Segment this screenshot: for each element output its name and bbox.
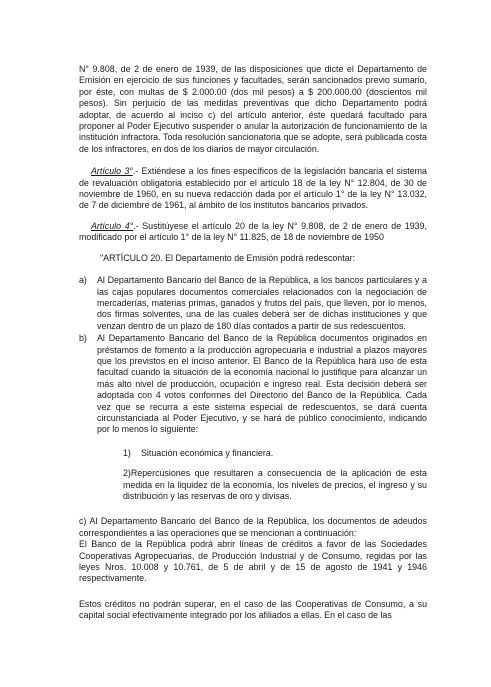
list-item-a-marker: a) <box>79 275 87 286</box>
article-20-intro: "ARTÍCULO 20. El Departamento de Emisión podrá redescontar: <box>100 252 356 263</box>
article-3-label: Artículo 3° <box>91 166 133 177</box>
list-item-b-text: Al Departamento Bancario del Banco de la República documentos originados en préstamos de fomento a la producción agropecuaria e industrial a plazos mayores que los previstos en el inciso anterior. El Banco de la República hará uso de esta facultad cuando la situación de la economía nacional lo justifique para alcanzar un más alto nivel de producción, ocupación e ingreso real. Esta decisión deberá ser adoptada con 4 votos conformes del Directorio del Banco de la República. Cada vez que se recurra a este sistema especial de redescuentos, se dará cuenta circunstanciada al Poder Ejecutivo, y se hará de público conocimiento, indicando por lo menos lo siguiente: <box>97 333 427 435</box>
sub-item-1-marker: 1) <box>123 447 131 458</box>
article-3 <box>79 166 427 212</box>
paragraph-sanctions: N° 9.808, de 2 de enero de 1939, de las disposiciones que dicte el Departamento de Emisión en ejercicio de sus funciones y facultades, serán sancionados previo sumario, por éste, con multas de $ 2.000.00 (dos mil pesos) a $ 200.000.00 (doscientos mil pesos). Sin perjuicio de las medidas preventivas que dicho Departamento podrá adoptar, de acuerdo al inciso c) del artículo anterior, éste quedará facultado para proponer al Poder Ejecutivo suspender o anular la autorización de funcionamiento de la institución infractora. Toda resolución sancionatoria que se adopte, será publicada costa de los infractores, en dos de los diarios de mayor circulación. <box>79 64 427 154</box>
list-item-a-text: Al Departamento Bancario del Banco de la República, a los bancos particulares y a las cajas populares documentos comerciales relacionados con la negociación de mercaderías, materias primas, ganados y frutos del país, que lleven, por lo menos, dos firmas solventes, una de las cuales deberá ser de dichas instituciones y que venzan dentro de un plazo de 180 días contados a partir de sus redescuentos. <box>97 275 427 331</box>
list-item-c-continuation: El Banco de la República podrá abrir líneas de créditos a favor de las Sociedades Cooperativas Agropecuarias, de Producción Industrial y de Consumo, regidas por las leyes Nros. 10.008 y 10.761, de 5 de abril y de 15 de agosto de 1941 y 1946 respectivamente. <box>79 539 427 584</box>
list-item-c-text: c) Al Departamento Bancario del Banco de la República, los documentos de adeudos correspondientes a las operaciones que se mencionan a continuación: <box>79 516 427 538</box>
sub-item-1 <box>79 448 427 459</box>
list-item-b <box>79 333 427 436</box>
article-4-text: .- Sustitúyese el artículo 20 de la ley N° 9.808, de 2 de enero de 1939, modificado por el artículo 1° de la ley N° 11.825, de 18 de noviembre de 1950 <box>79 220 427 243</box>
list-item-c <box>79 516 427 584</box>
article-4-label: Artículo 4° <box>91 220 134 231</box>
sub-item-1-text: Situación económica y financiera. <box>141 447 274 458</box>
article-4 <box>79 221 427 244</box>
article-3-text: .- Extiéndese a los fines específicos de la legislación bancaria el sistema de revaluación obligatoria establecido por el artículo 18 de la ley N° 12.804, de 30 de noviembre de 1960, en su nueva redacción dada por el artículo 1° de la ley N° 13.032, de 7 de diciembre de 1961, al ámbito de los institutos bancarios privados. <box>79 166 427 211</box>
list-item-a <box>79 275 427 332</box>
sub-item-2-text: 2)Repercusiones que resultaren a consecuencia de la aplicación de esta medida en la liquidez de la economía, los niveles de precios, el ingreso y su distribución y las reservas de oro y divisas. <box>123 468 427 501</box>
paragraph-credits: Estos créditos no podrán superar, en el caso de las Cooperativas de Consumo, a su capital social efectivamente integrado por los afiliados a ellas. En el caso de las <box>79 598 427 621</box>
sub-item-2 <box>79 468 427 502</box>
list-item-b-marker: b) <box>79 333 87 344</box>
